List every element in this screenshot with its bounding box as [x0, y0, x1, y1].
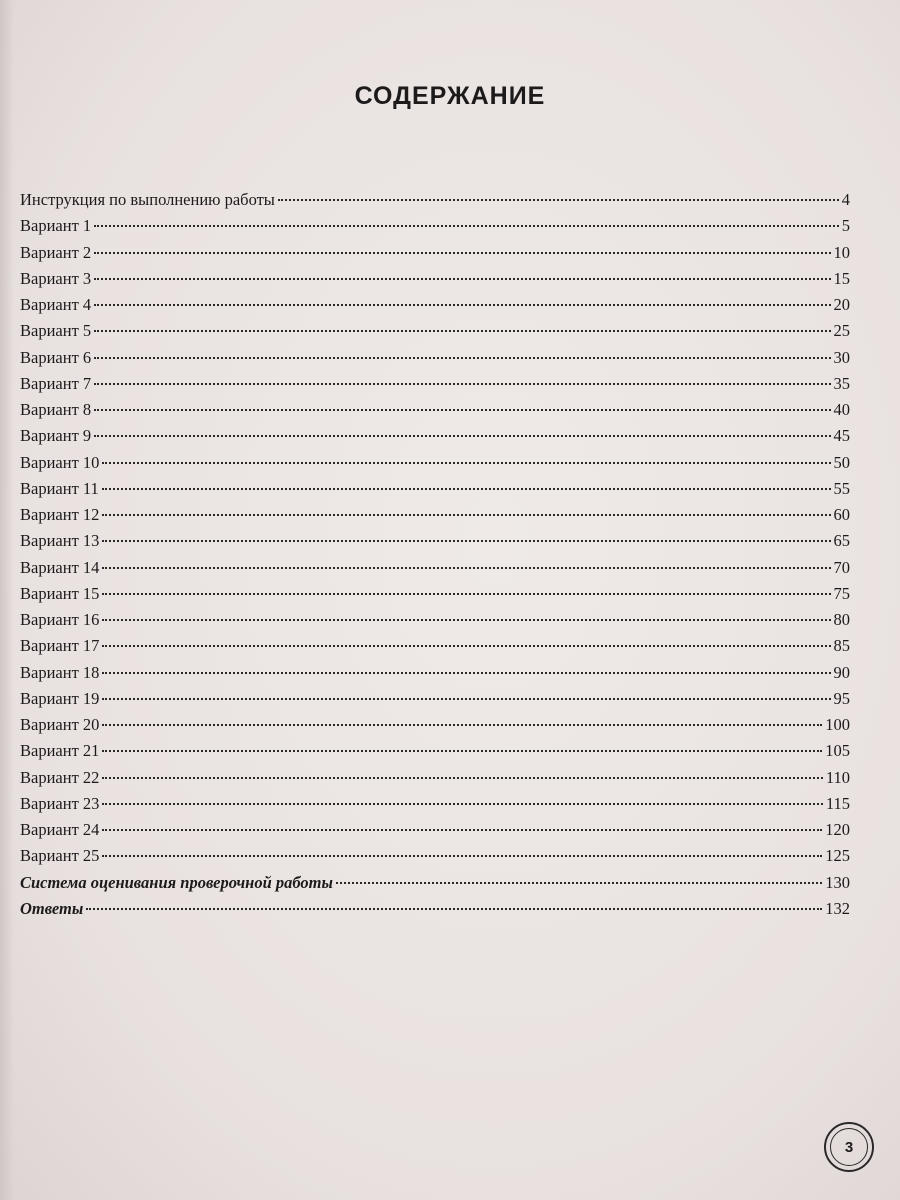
- toc-entry: [20, 531, 850, 557]
- toc-entry-page: 40: [833, 400, 850, 419]
- toc-entry: [20, 243, 850, 269]
- toc-entry: [20, 216, 850, 242]
- toc-entry-page: 90: [833, 662, 850, 682]
- toc-dot-leader: [102, 514, 830, 516]
- toc-entry-label: Вариант 25: [20, 846, 100, 866]
- toc-dot-leader: [94, 409, 830, 411]
- toc-entry-page: 50: [833, 452, 850, 472]
- toc-entry-page: 25: [833, 321, 850, 341]
- toc-entry: [20, 374, 850, 400]
- toc-dot-leader: [94, 225, 839, 227]
- toc-entry-page: 120: [825, 820, 850, 839]
- toc-dot-leader: [94, 278, 830, 280]
- toc-entry: [20, 689, 850, 715]
- toc-entry-page: 70: [833, 557, 850, 577]
- toc-entry-page: 132: [825, 898, 850, 918]
- toc-entry-label: Вариант 9: [20, 426, 92, 446]
- toc-entry-label: Вариант 15: [20, 583, 100, 603]
- toc-entry-label: Вариант 10: [20, 452, 100, 472]
- table-of-contents: [20, 190, 850, 925]
- toc-entry-label: Вариант 16: [20, 610, 100, 629]
- toc-dot-leader: [94, 304, 830, 306]
- toc-entry-label: Вариант 23: [20, 793, 100, 813]
- toc-dot-leader: [102, 698, 830, 700]
- toc-entry: [20, 190, 850, 216]
- toc-entry-label: Вариант 21: [20, 741, 100, 761]
- toc-entry-page: 125: [825, 846, 850, 866]
- toc-entry-label: Вариант 18: [20, 662, 100, 682]
- toc-dot-leader: [102, 540, 830, 542]
- toc-dot-leader: [102, 488, 831, 490]
- toc-dot-leader: [102, 724, 822, 726]
- toc-entry-page: 110: [825, 767, 850, 787]
- toc-entry: [20, 846, 850, 872]
- toc-entry-page: 95: [833, 688, 850, 708]
- page-title: СОДЕРЖАНИЕ: [354, 82, 546, 110]
- page-edge-shadow: [0, 0, 14, 1200]
- toc-entry: [20, 741, 850, 767]
- toc-entry-label: Вариант 20: [20, 715, 100, 734]
- toc-entry-label: Вариант 5: [20, 321, 92, 341]
- toc-entry: [20, 426, 850, 452]
- toc-dot-leader: [94, 252, 830, 254]
- toc-entry-label: Вариант 24: [20, 820, 100, 839]
- toc-dot-leader: [102, 567, 830, 569]
- toc-entry-label: Вариант 19: [20, 688, 100, 708]
- toc-entry-label: Вариант 17: [20, 636, 100, 656]
- toc-entry: [20, 794, 850, 820]
- toc-dot-leader: [94, 383, 830, 385]
- toc-entry-page: 5: [841, 216, 850, 236]
- toc-entry-label: Вариант 11: [20, 478, 99, 498]
- toc-entry-page: 15: [833, 268, 850, 288]
- toc-entry: [20, 453, 850, 479]
- toc-entry: [20, 768, 850, 794]
- toc-dot-leader: [102, 855, 822, 857]
- toc-entry-label: Вариант 2: [20, 242, 92, 262]
- toc-entry-page: 100: [825, 715, 850, 734]
- toc-dot-leader: [102, 645, 830, 647]
- toc-entry: [20, 505, 850, 531]
- toc-entry-page: 20: [833, 295, 850, 314]
- toc-entry: [20, 820, 850, 846]
- toc-entry-label: Ответы: [20, 898, 84, 918]
- toc-entry-page: 75: [833, 583, 850, 603]
- toc-dot-leader: [102, 803, 822, 805]
- toc-entry: [20, 610, 850, 636]
- toc-dot-leader: [278, 199, 839, 201]
- toc-entry-page: 30: [833, 347, 850, 367]
- toc-entry-label: Система оценивания проверочной работы: [20, 872, 333, 892]
- toc-entry-label: Вариант 7: [20, 373, 92, 393]
- toc-entry-page: 115: [825, 793, 850, 813]
- toc-entry: [20, 321, 850, 347]
- page-number: 3: [830, 1128, 868, 1166]
- toc-entry-label: Вариант 13: [20, 531, 100, 551]
- toc-entry: [20, 558, 850, 584]
- toc-entry: [20, 479, 850, 505]
- toc-entry-page: 10: [833, 242, 850, 262]
- toc-entry-label: Вариант 6: [20, 347, 92, 367]
- toc-entry: [20, 348, 850, 374]
- toc-dot-leader: [102, 829, 822, 831]
- toc-entry-page: 4: [841, 190, 850, 209]
- toc-entry-label: Вариант 22: [20, 767, 100, 787]
- toc-dot-leader: [102, 593, 830, 595]
- toc-dot-leader: [86, 908, 822, 910]
- toc-entry-page: 85: [833, 636, 850, 656]
- toc-entry: [20, 899, 850, 925]
- toc-entry: [20, 636, 850, 662]
- toc-entry: [20, 873, 850, 899]
- toc-entry: [20, 584, 850, 610]
- toc-entry-label: Вариант 12: [20, 505, 100, 524]
- toc-entry-page: 60: [833, 505, 850, 524]
- toc-entry-label: Инструкция по выполнению работы: [20, 190, 275, 209]
- toc-entry-label: Вариант 8: [20, 400, 92, 419]
- toc-entry: [20, 663, 850, 689]
- toc-dot-leader: [102, 462, 830, 464]
- toc-dot-leader: [336, 882, 822, 884]
- toc-entry-page: 45: [833, 426, 850, 446]
- toc-dot-leader: [94, 435, 830, 437]
- toc-dot-leader: [102, 619, 830, 621]
- toc-entry-page: 105: [825, 741, 850, 761]
- page-number-badge: [824, 1122, 874, 1172]
- toc-dot-leader: [94, 330, 830, 332]
- toc-dot-leader: [102, 672, 830, 674]
- toc-entry-page: 65: [833, 531, 850, 551]
- toc-entry-page: 80: [833, 610, 850, 629]
- toc-entry-page: 35: [833, 373, 850, 393]
- toc-entry-label: Вариант 1: [20, 216, 92, 236]
- toc-dot-leader: [102, 750, 822, 752]
- toc-entry: [20, 715, 850, 741]
- toc-entry-label: Вариант 4: [20, 295, 92, 314]
- toc-entry: [20, 400, 850, 426]
- toc-dot-leader: [94, 357, 830, 359]
- toc-entry-label: Вариант 3: [20, 268, 92, 288]
- toc-entry: [20, 269, 850, 295]
- toc-dot-leader: [102, 777, 822, 779]
- toc-entry: [20, 295, 850, 321]
- toc-entry-page: 55: [833, 478, 850, 498]
- toc-entry-page: 130: [825, 872, 850, 892]
- toc-entry-label: Вариант 14: [20, 557, 100, 577]
